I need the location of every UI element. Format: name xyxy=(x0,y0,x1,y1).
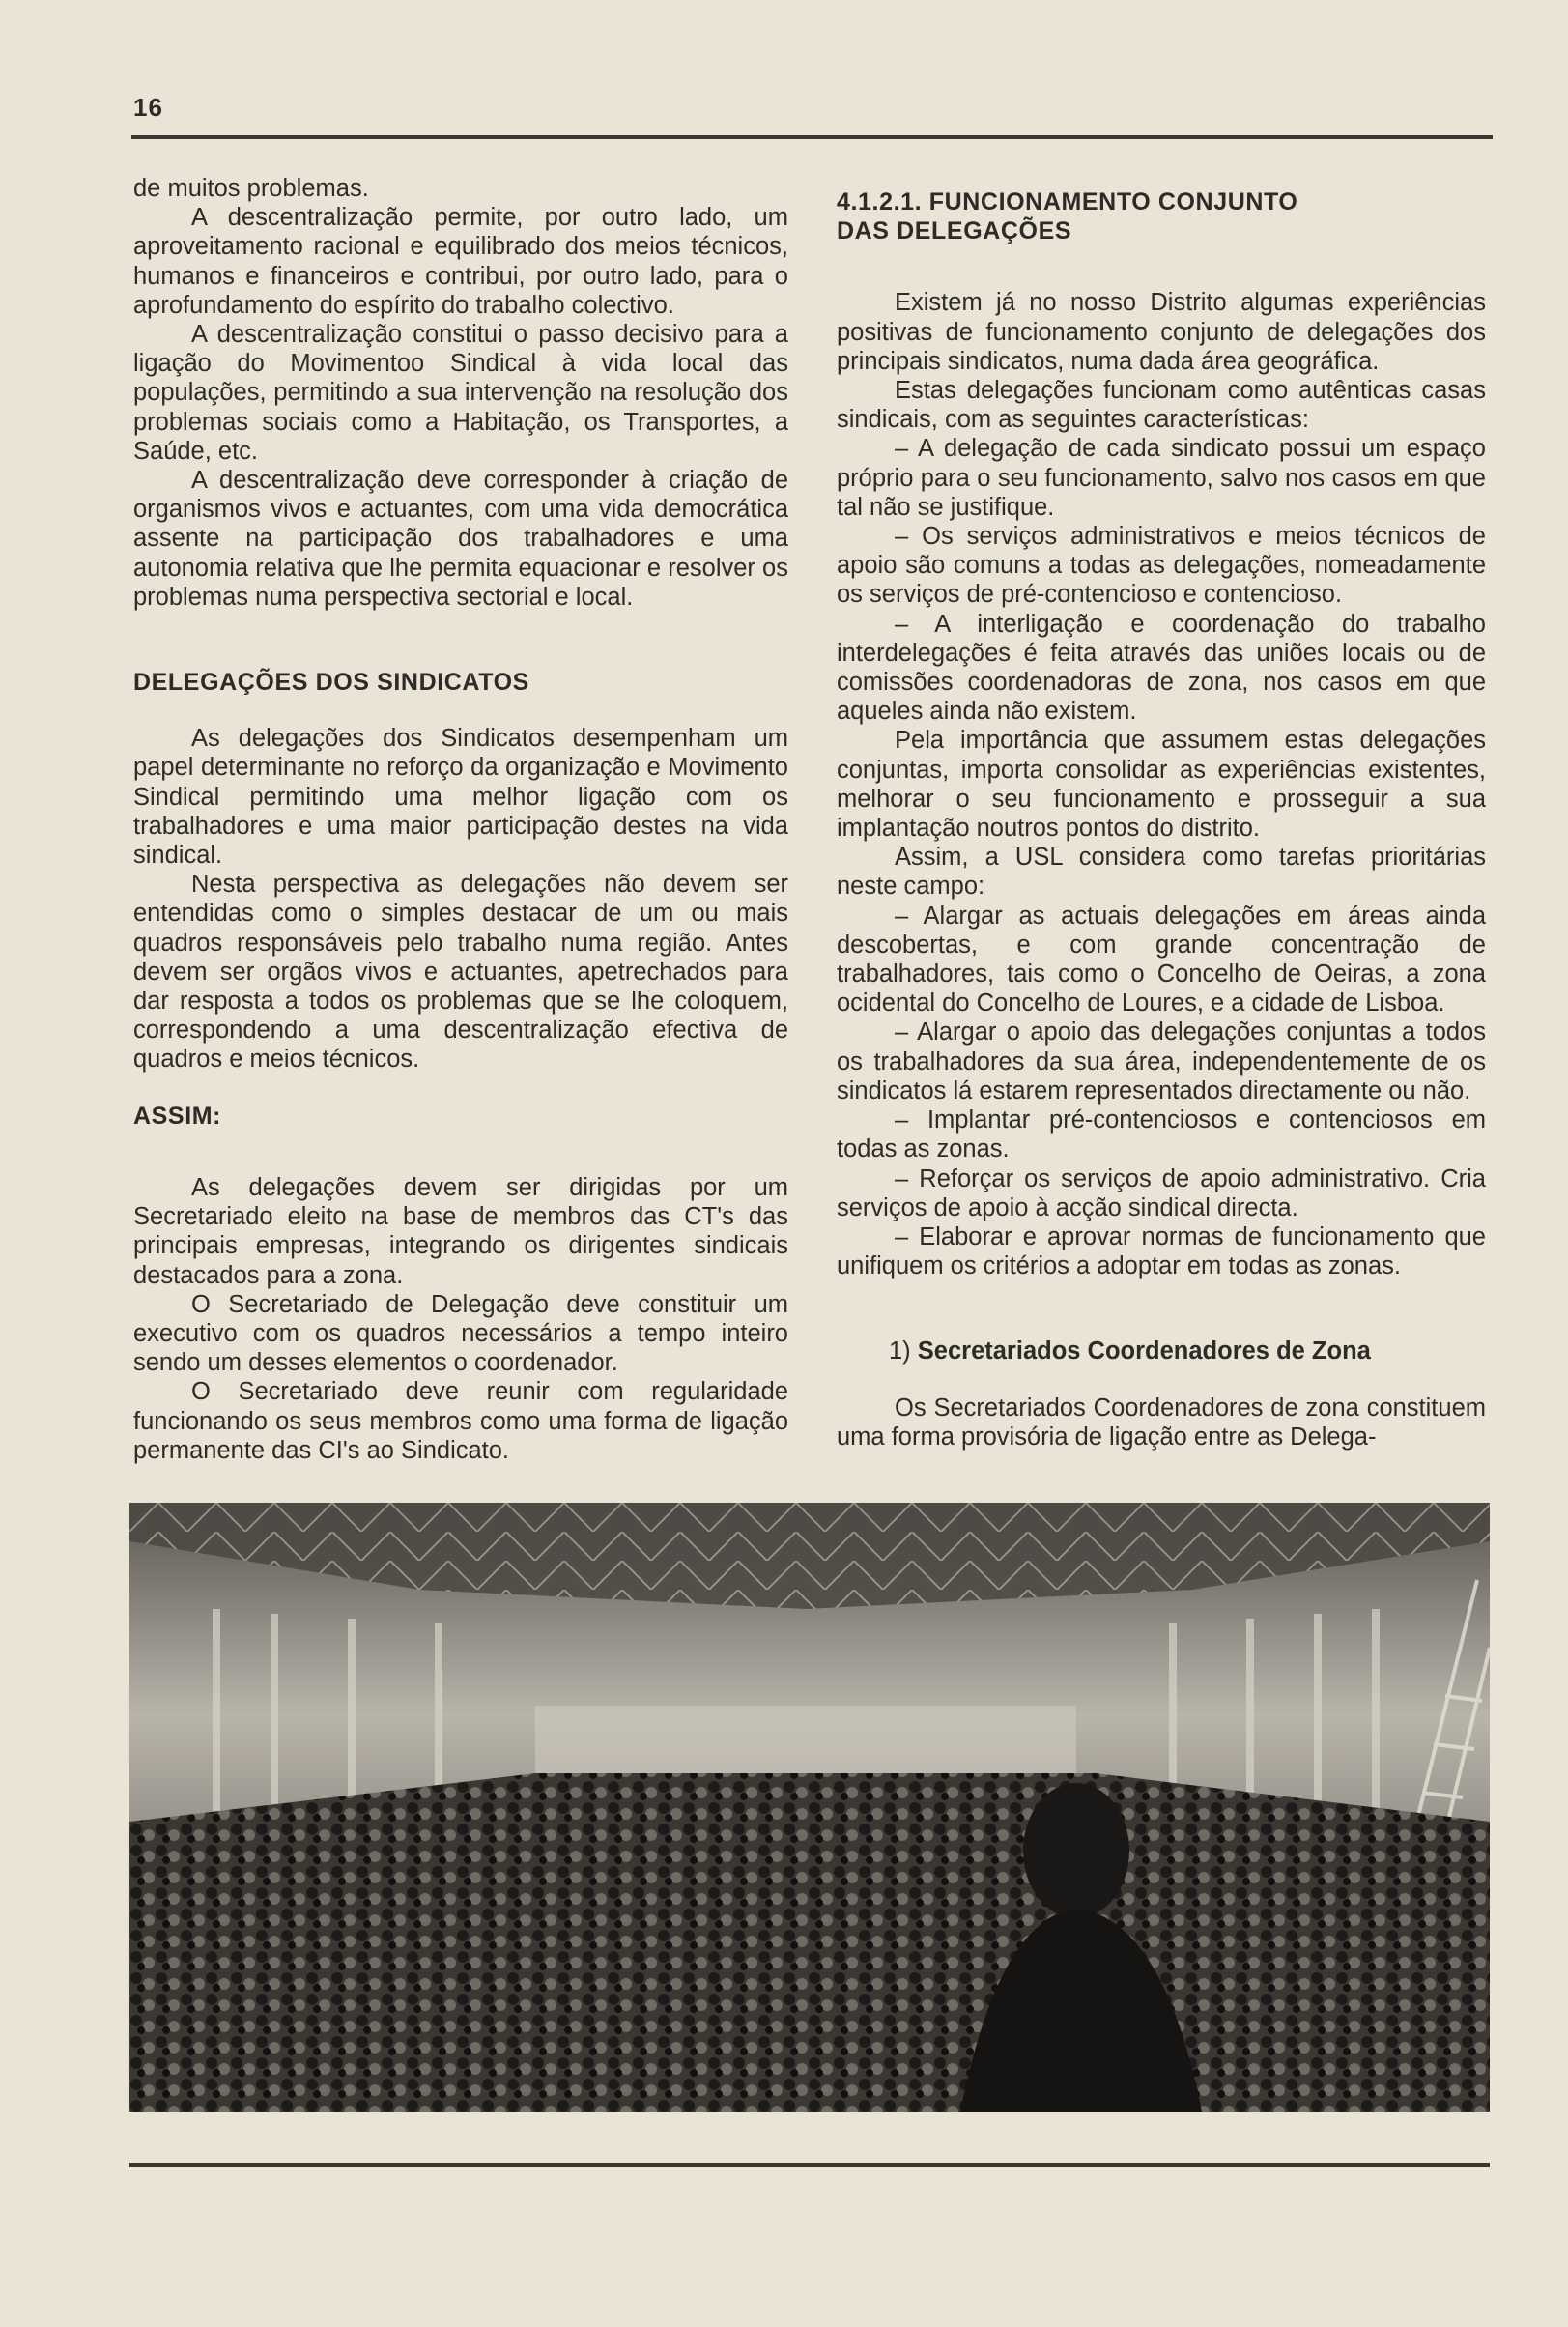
paragraph: Assim, a USL considera como tarefas prioritárias neste campo: xyxy=(837,844,1486,901)
list-item: – Reforçar os serviços de apoio administrativo. Cria serviços de apoio à acção sindical directa. xyxy=(837,1164,1486,1221)
list-item: – Os serviços administrativos e meios técnicos de apoio são comuns a todas as delegações, nomeadamente os serviços de pré-contencioso e contencioso. xyxy=(837,523,1486,609)
page-number: 16 xyxy=(133,93,163,122)
list-item: – Alargar o apoio das delegações conjuntas a todos os trabalhadores da sua área, independentemente de os sindicatos lá estarem representados directamente ou não. xyxy=(837,1019,1486,1105)
list-item: – Alargar as actuais delegações em áreas ainda descobertas, e com grande concentração de trabalhadores, tais como o Concelho de Oeiras, a zona ocidental do Concelho de Loures, e a cidade de Lisboa. xyxy=(837,902,1486,1018)
footer-rule xyxy=(129,2163,1490,2167)
paragraph: de muitos problemas. xyxy=(133,175,369,202)
paragraph: Os Secretariados Coordenadores de zona constituem uma forma provisória de ligação entre as Delega- xyxy=(837,1393,1486,1451)
section-heading: DELEGAÇÕES DOS SINDICATOS xyxy=(133,669,529,697)
paragraph: O Secretariado de Delegação deve constituir um executivo com os quadros necessários a tempo inteiro sendo um desses elementos o coordenador. xyxy=(133,1290,788,1377)
paragraph: A descentralização constitui o passo decisivo para a ligação do Movimentoo Sindical à vida local das populações, permitindo a sua intervenção na resolução dos problemas sociais como a Habitação, os Transportes, a Saúde, etc. xyxy=(133,321,788,465)
left-column xyxy=(133,174,788,1465)
paragraph: A descentralização permite, por outro lado, um aproveitamento racional e equilibrado dos meios técnicos, humanos e financeiros e contribui, por outro lado, para o aprofundamento do espírito do trabalho colectivo. xyxy=(133,204,788,319)
subsection-number: 1) xyxy=(889,1337,911,1365)
paragraph: Estas delegações funcionam como autênticas casas sindicais, com as seguintes características: xyxy=(837,377,1486,434)
crowd-photo xyxy=(129,1503,1490,2112)
list-item: – A delegação de cada sindicato possui um espaço próprio para o seu funcionamento, salvo nos casos em que tal não se justifique. xyxy=(837,435,1486,521)
paragraph: A descentralização deve corresponder à criação de organismos vivos e actuantes, com uma vida democrática assente na participação dos trabalhadores e uma autonomia relativa que lhe permita equacionar e resolver os problemas numa perspectiva sectorial e local. xyxy=(133,467,788,611)
paragraph: As delegações dos Sindicatos desempenham um papel determinante no reforço da organização e Movimento Sindical permitindo uma melhor ligação com os trabalhadores e uma maior participação destes na vida sindical. xyxy=(133,725,788,870)
paragraph: Nesta perspectiva as delegações não devem ser entendidas como o simples destacar de um ou mais quadros responsáveis pelo trabalho numa região. Antes devem ser orgãos vivos e actuantes, apetrechados para dar resposta a todos os problemas que se lhe coloquem, correspondendo a uma descentralização efectiva de quadros e meios técnicos. xyxy=(133,871,788,1074)
right-column xyxy=(837,187,1486,1451)
paragraph: O Secretariado deve reunir com regularidade funcionando os seus membros como uma forma de ligação permanente das CI's ao Sindicato. xyxy=(133,1378,788,1464)
list-item: – Implantar pré-contenciosos e contenciosos em todas as zonas. xyxy=(837,1106,1486,1164)
subsection-title: Secretariados Coordenadores de Zona xyxy=(917,1337,1371,1365)
paragraph: Pela importância que assumem estas delegações conjuntas, importa consolidar as experiências existentes, melhorar o seu funcionamento e prosseguir a sua implantação noutros pontos do distrito. xyxy=(837,727,1486,843)
paragraph: As delegações devem ser dirigidas por um Secretariado eleito na base de membros das CT's das principais empresas, integrando os dirigentes sindicais destacados para a zona. xyxy=(133,1173,788,1289)
header-rule xyxy=(131,135,1493,139)
list-item: – Elaborar e aprovar normas de funcionamento que unifiquem os critérios a adoptar em todas as zonas. xyxy=(837,1222,1486,1280)
list-item: – A interligação e coordenação do trabalho interdelegações é feita através das uniões locais ou de comissões coordenadoras de zona, nos casos em que aqueles ainda não existem. xyxy=(837,610,1486,726)
paragraph: Existem já no nosso Distrito algumas experiências positivas de funcionamento conjunto de delegações dos principais sindicatos, numa dada área geográfica. xyxy=(837,289,1486,375)
subsection-heading xyxy=(837,1336,1486,1365)
section-heading: 4.1.2.1. FUNCIONAMENTO CONJUNTO DAS DELEGAÇÕES xyxy=(837,188,1298,245)
section-heading: ASSIM: xyxy=(133,1102,222,1130)
